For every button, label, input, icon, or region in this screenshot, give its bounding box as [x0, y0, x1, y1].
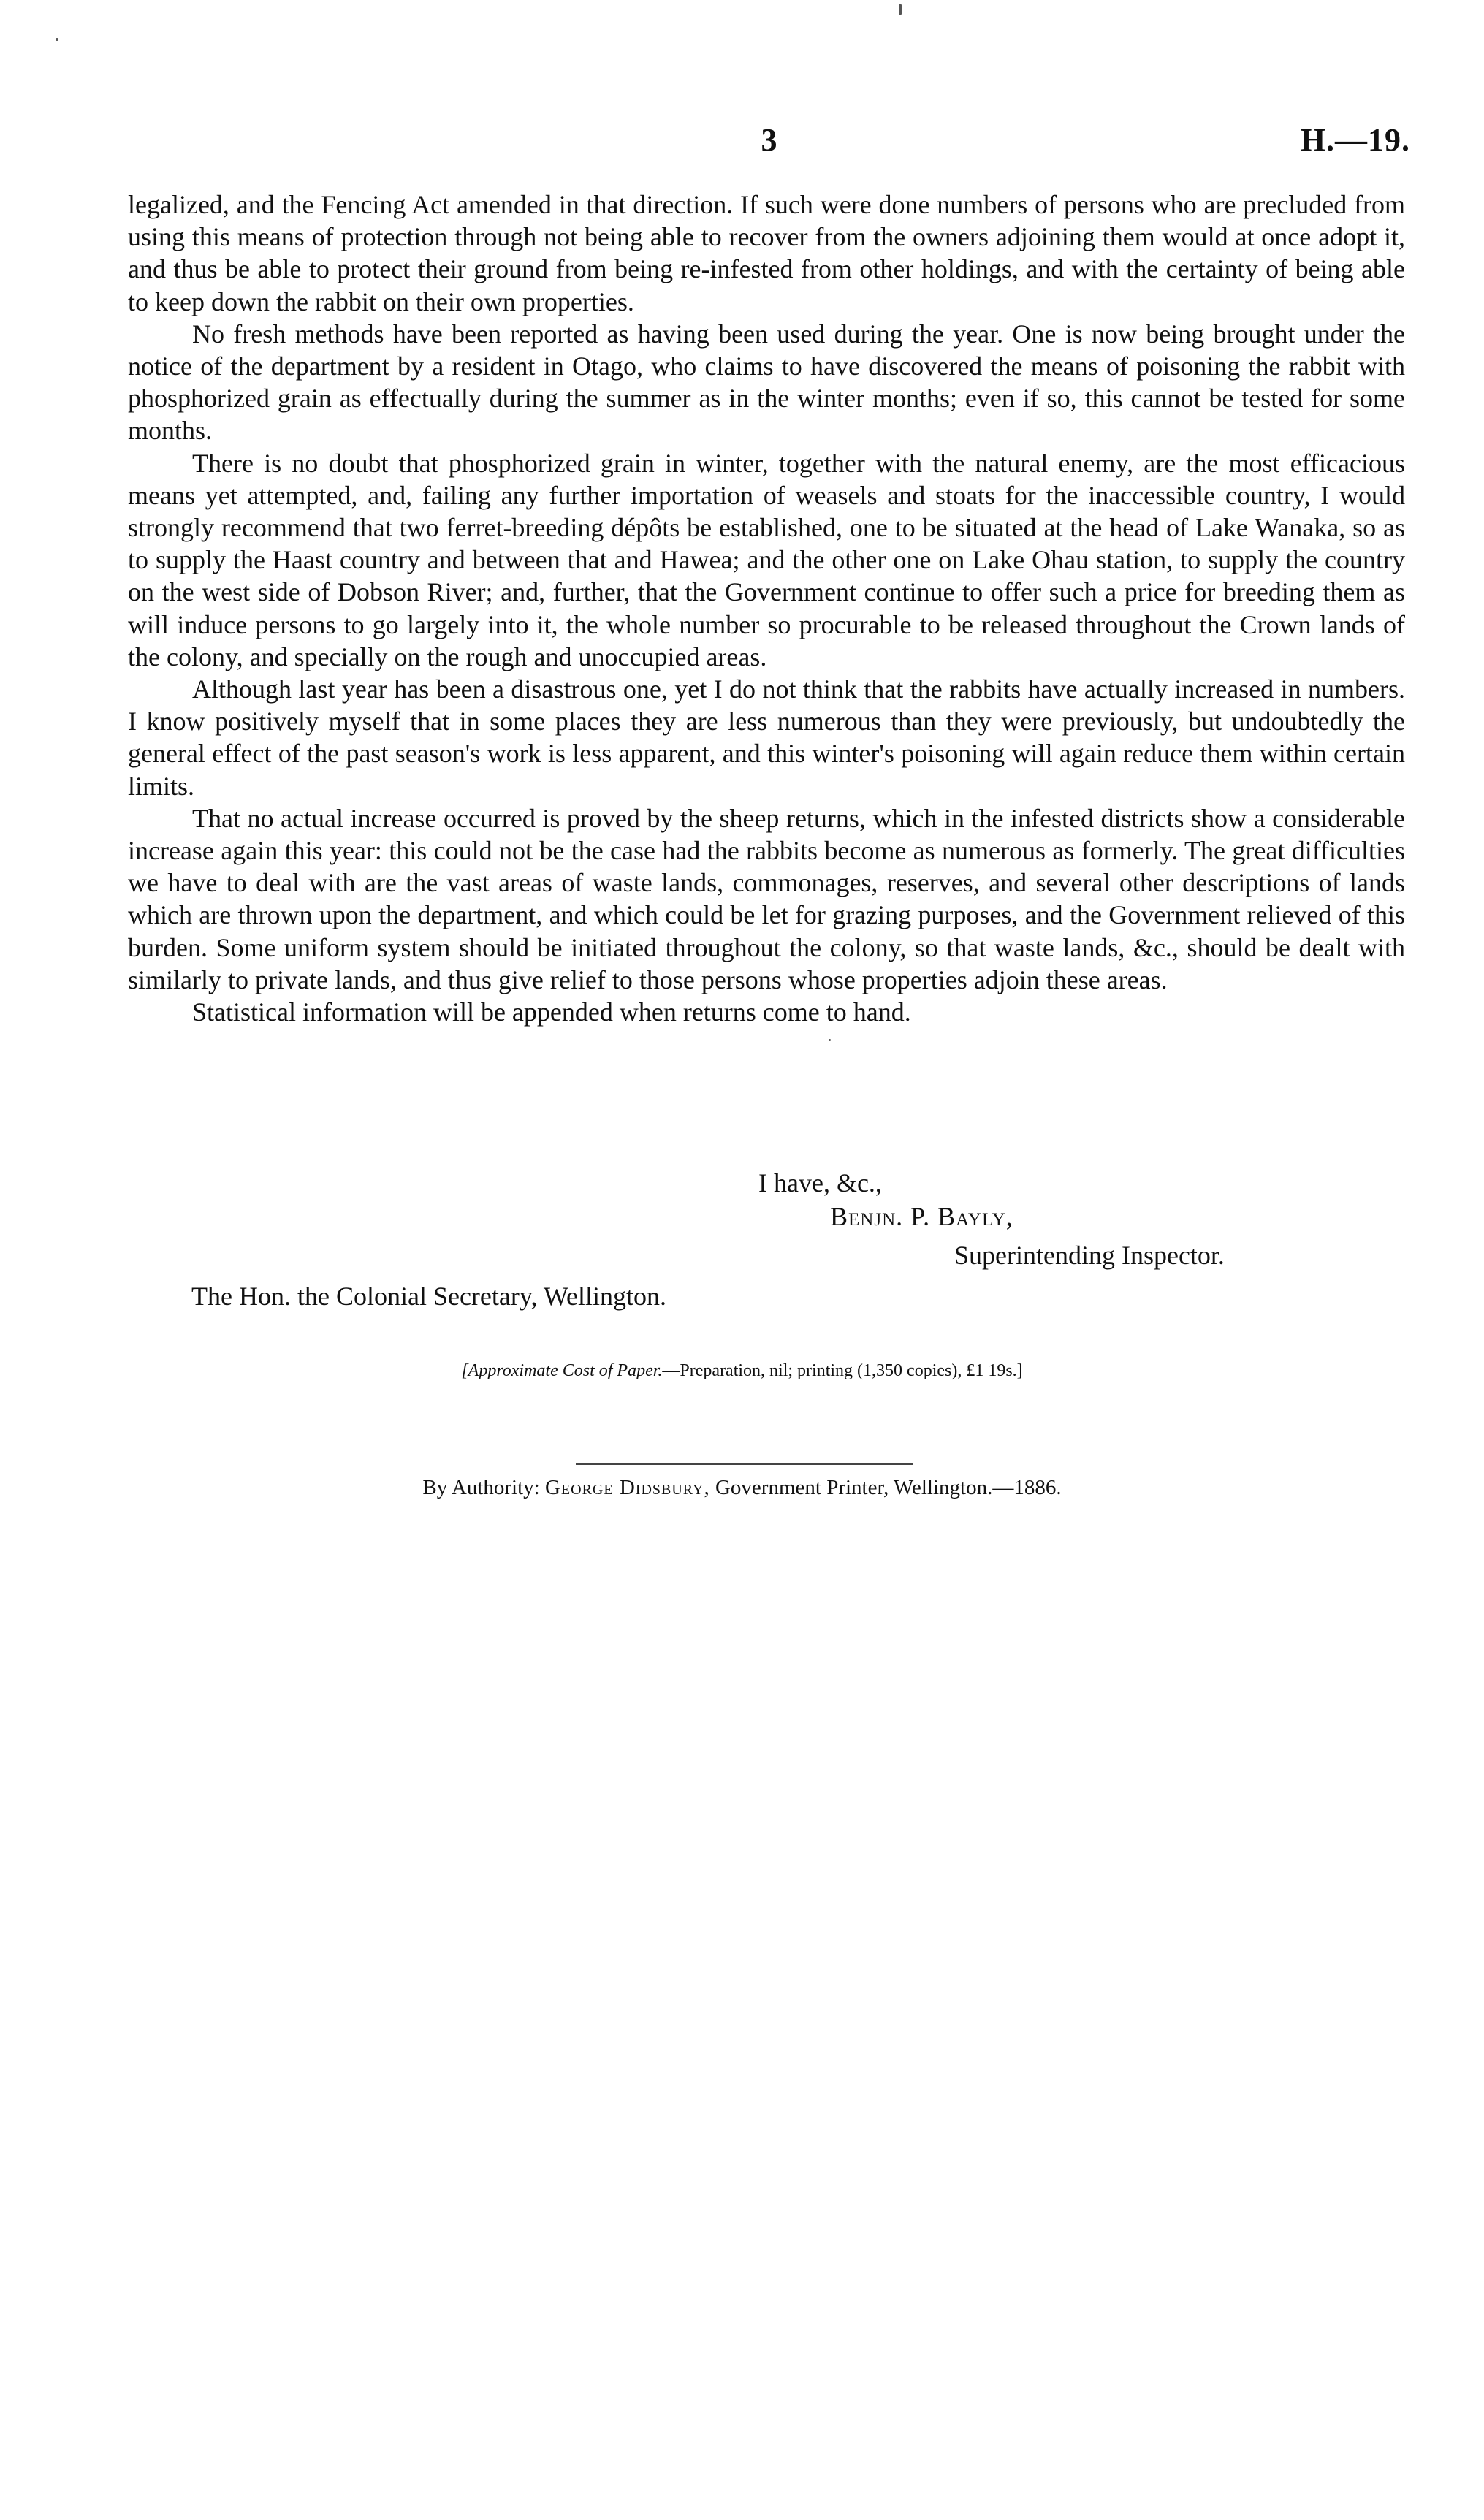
cost-note-label: [Approximate Cost of Paper. [461, 1361, 663, 1380]
paragraph-1: legalized, and the Fencing Act amended in that direction. If such were done numbers of persons who are precluded from using this means of protection through not being able to recover from the owners adjoining them would at once adopt it, and thus be able to protect their ground from being re-infested from other holdings, and with the certainty of being able to keep down the rabbit on their own properties. [128, 190, 1405, 316]
scan-speck [56, 38, 58, 41]
signature-title: Superintending Inspector. [954, 1241, 1225, 1270]
imprint-prefix: By Authority: [422, 1476, 540, 1499]
page-number: 3 [761, 122, 777, 158]
imprint-printer-name: George Didsbury, [544, 1476, 710, 1499]
divider-rule [576, 1463, 913, 1465]
paragraph-2: No fresh methods have been reported as having been used during the year. One is now being brought under the notice of the department by a resident in Otago, who claims to have discovered the means of poisoning the rabbit with phosphorized grain as effectually during the summer as in the winter months; even if so, this cannot be tested for some months. [128, 319, 1405, 446]
addressee: The Hon. the Colonial Secretary, Wellington. [191, 1282, 666, 1311]
paragraph-4: Although last year has been a disastrous one, yet I do not think that the rabbits have actually increased in numbers. I know positively myself that in some places they are less numerous than they were previously, but undoubtedly the general effect of the past season's work is less apparent, and this winter's poisoning will again reduce them within certain limits. [128, 674, 1405, 801]
document-reference: H.—19. [1300, 122, 1410, 158]
imprint-suffix: Government Printer, Wellington.—1886. [715, 1476, 1062, 1499]
signature-closing: I have, &c., [758, 1168, 882, 1198]
cost-note-text: —Preparation, nil; printing (1,350 copies), £1 19s.] [662, 1361, 1023, 1380]
paragraph-5: That no actual increase occurred is proved by the sheep returns, which in the infested districts show a considerable increase again this year: this could not be the case had the rabbits become as numerous as formerly. The great difficulties we have to deal with are the vast areas of waste lands, commonages, reserves, and several other descriptions of lands which are thrown upon the department, and which could be let for grazing purposes, and the Government relieved of this burden. Some uniform system should be initiated throughout the colony, so that waste lands, &c., should be dealt with similarly to private lands, and thus give relief to those persons whose properties adjoin these areas. [128, 803, 1405, 994]
scan-speck [899, 4, 902, 15]
paragraph-6: Statistical information will be appended when returns come to hand. [192, 997, 911, 1027]
page-header [128, 121, 1410, 165]
body-text [128, 189, 1405, 1028]
imprint [0, 1476, 1484, 1500]
scan-speck [829, 1039, 831, 1041]
paragraph-3: There is no doubt that phosphorized grain in winter, together with the natural enemy, are the most efficacious means yet attempted, and, failing any further importation of weasels and stoats for the inaccessible country, I would strongly recommend that two ferret-breeding dépôts be established, one to be situated at the head of Lake Wanaka, so as to supply the Haast country and between that and Hawea; and the other one on Lake Ohau station, to supply the country on the west side of Dobson River; and, further, that the Government continue to offer such a price for breeding them as will induce persons to go largely into it, the whole number so procurable to be released throughout the Crown lands of the colony, and specially on the rough and unoccupied areas. [128, 448, 1405, 671]
cost-note [0, 1361, 1484, 1381]
signature-name: Benjn. P. Bayly, [830, 1202, 1013, 1231]
